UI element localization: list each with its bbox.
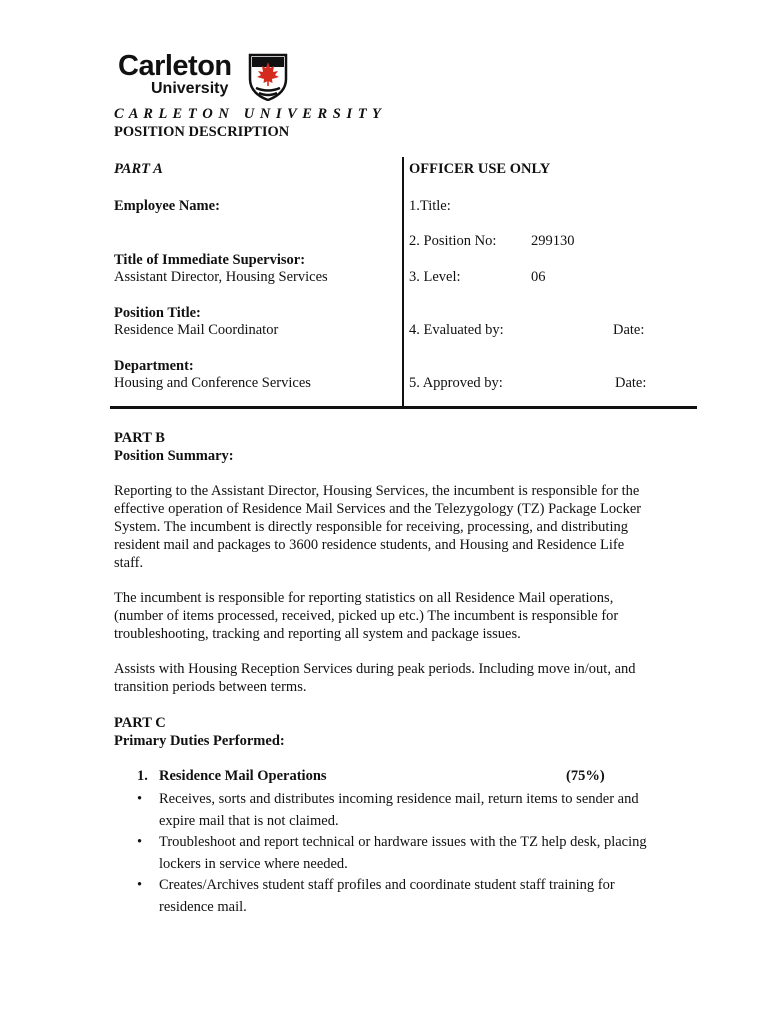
list-item bbox=[137, 789, 649, 832]
carleton-logo bbox=[118, 50, 288, 102]
position-title-value: Residence Mail Coordinator bbox=[114, 322, 279, 338]
list-item-text: Receives, sorts and distributes incoming residence mail, return items to sender and expire mail that is not claimed. bbox=[159, 791, 639, 829]
position-no-label: 2. Position No: bbox=[409, 233, 497, 249]
level-label: 3. Level: bbox=[409, 269, 461, 285]
position-no-value: 299130 bbox=[531, 233, 575, 249]
level-value: 06 bbox=[531, 269, 546, 285]
column-divider bbox=[402, 157, 404, 408]
summary-paragraph-2: The incumbent is responsible for reporting statistics on all Residence Mail operations, (number of items processed, received, picked up etc.) The incumbent is responsible for troubleshooting, tracking and reporting all system and package issues. bbox=[114, 590, 619, 642]
officer-title-label: 1.Title: bbox=[409, 198, 451, 214]
duty-1-number: 1. bbox=[137, 768, 148, 784]
part-b-label: PART B bbox=[114, 430, 165, 446]
officer-use-heading: OFFICER USE ONLY bbox=[409, 161, 551, 177]
part-c-label: PART C bbox=[114, 715, 166, 731]
list-item-text: Troubleshoot and report technical or hardware issues with the TZ help desk, placing lockers in service where needed. bbox=[159, 834, 647, 872]
department-label: Department: bbox=[114, 358, 194, 374]
primary-duties-heading: Primary Duties Performed: bbox=[114, 733, 285, 749]
summary-paragraph-3: Assists with Housing Reception Services during peak periods. Including move in/out, and transition periods between terms. bbox=[114, 661, 636, 695]
list-item bbox=[137, 832, 649, 875]
duty-1-bullet-list bbox=[137, 789, 649, 918]
duty-1-percent: (75%) bbox=[566, 768, 605, 784]
department-value: Housing and Conference Services bbox=[114, 375, 311, 391]
bullet-icon: • bbox=[137, 834, 143, 850]
supervisor-label: Title of Immediate Supervisor: bbox=[114, 252, 306, 268]
logo-wordmark-carleton: Carleton bbox=[118, 50, 232, 82]
part-a-bottom-rule bbox=[110, 406, 697, 409]
logo-wordmark-university: University bbox=[151, 80, 229, 97]
summary-paragraph-1: Reporting to the Assistant Director, Housing Services, the incumbent is responsible for the effective operation of Residence Mail Services and the Telezygology (TZ) Package Locker System. The incumbent is directly responsible for receiving, processing, and distributing resident mail and packages to 3600 residence students, and Housing and Residence Life staff. bbox=[114, 483, 642, 571]
list-item-text: Creates/Archives student staff profiles and coordinate student staff training for residence mail. bbox=[159, 877, 615, 915]
list-item bbox=[137, 875, 649, 918]
bullet-icon: • bbox=[137, 877, 143, 893]
bullet-icon: • bbox=[137, 791, 143, 807]
employee-name-label: Employee Name: bbox=[114, 198, 220, 214]
position-summary-heading: Position Summary: bbox=[114, 448, 234, 464]
evaluated-date-label: Date: bbox=[613, 322, 645, 338]
approved-date-label: Date: bbox=[615, 375, 647, 391]
duty-1-title: Residence Mail Operations bbox=[159, 768, 327, 784]
document-title: POSITION DESCRIPTION bbox=[114, 124, 290, 140]
evaluated-by-label: 4. Evaluated by: bbox=[409, 322, 504, 338]
maple-leaf-shield-icon bbox=[248, 53, 288, 101]
position-title-label: Position Title: bbox=[114, 305, 201, 321]
part-a-label: PART A bbox=[114, 161, 163, 177]
approved-by-label: 5. Approved by: bbox=[409, 375, 503, 391]
supervisor-value: Assistant Director, Housing Services bbox=[114, 269, 328, 285]
university-name: C A R L E T O N U N I V E R S I T Y bbox=[114, 106, 382, 122]
